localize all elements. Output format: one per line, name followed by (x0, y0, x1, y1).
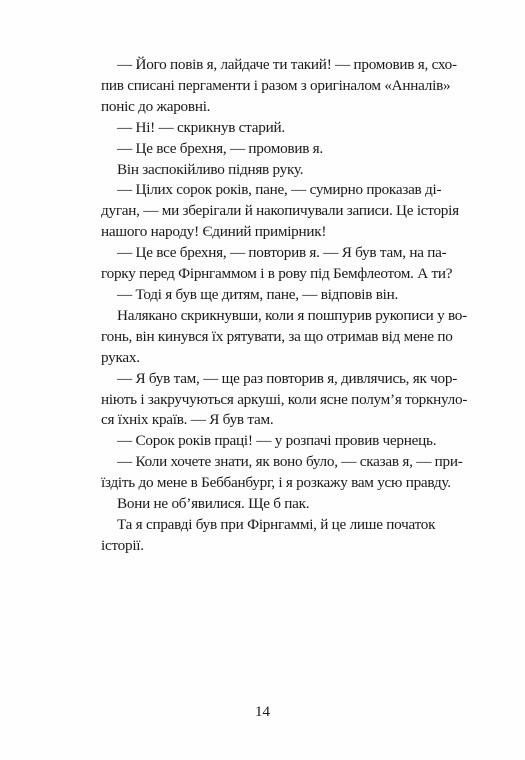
text-line: — Ні! — скрикнув старий. (117, 118, 285, 136)
page-number: 14 (255, 704, 270, 720)
text-line: їздіть до мене в Беббанбург, і я розкажу вам усю правду. (101, 474, 451, 492)
text-line: Вони не об’явилися. Ще б пак. (117, 495, 310, 513)
text-line: — Тоді я був ще дитям, пане, — відповів він. (117, 285, 399, 303)
text-line: — Сорок років праці! — у розпачі провив чернець. (117, 432, 437, 450)
text-line: — Його повів я, лайдаче ти такий! — промовив я, схо- (117, 56, 457, 73)
text-line: Та я справді був при Фірнгаммі, й це лише початок (117, 515, 436, 533)
text-line: поніс до жаровні. (101, 97, 211, 115)
text-line: руках. (101, 348, 140, 366)
text-line: Він заспокійливо підняв руку. (117, 160, 304, 178)
text-line: — Це все брехня, — промовив я. (117, 139, 323, 157)
text-line: ся їхніх країв. — Я був там. (101, 411, 274, 429)
text-line: Налякано скрикнувши, коли я пошпурив рукописи у во- (117, 306, 467, 324)
text-line: — Цілих сорок років, пане, — сумирно проказав ді- (117, 181, 442, 199)
page-body-text (101, 55, 468, 557)
text-line: — Я був там, — ще раз повторив я, дивлячись, як чор- (117, 369, 458, 387)
text-line: — Коли хочете знати, як воно було, — сказав я, — при- (117, 453, 463, 471)
text-line: гонь, він кинувся їх рятувати, за що отримав від мене по (101, 327, 453, 345)
text-line: історії. (101, 536, 144, 554)
text-line: нашого народу! Єдиний примірник! (101, 223, 327, 241)
text-line: горку перед Фірнгаммом і в рову під Бемфлеотом. А ти? (101, 265, 453, 283)
text-line: дуган, — ми зберігали й накопичували записи. Це історія (101, 202, 459, 220)
text-line: пив списані пергаменти і разом з оригіналом «Анналів» (101, 76, 451, 94)
text-line: ніють і закручуються аркуші, коли ясне полум’я торкнуло- (101, 390, 468, 408)
text-line: — Це все брехня, — повторив я. — Я був там, на па- (117, 244, 447, 262)
